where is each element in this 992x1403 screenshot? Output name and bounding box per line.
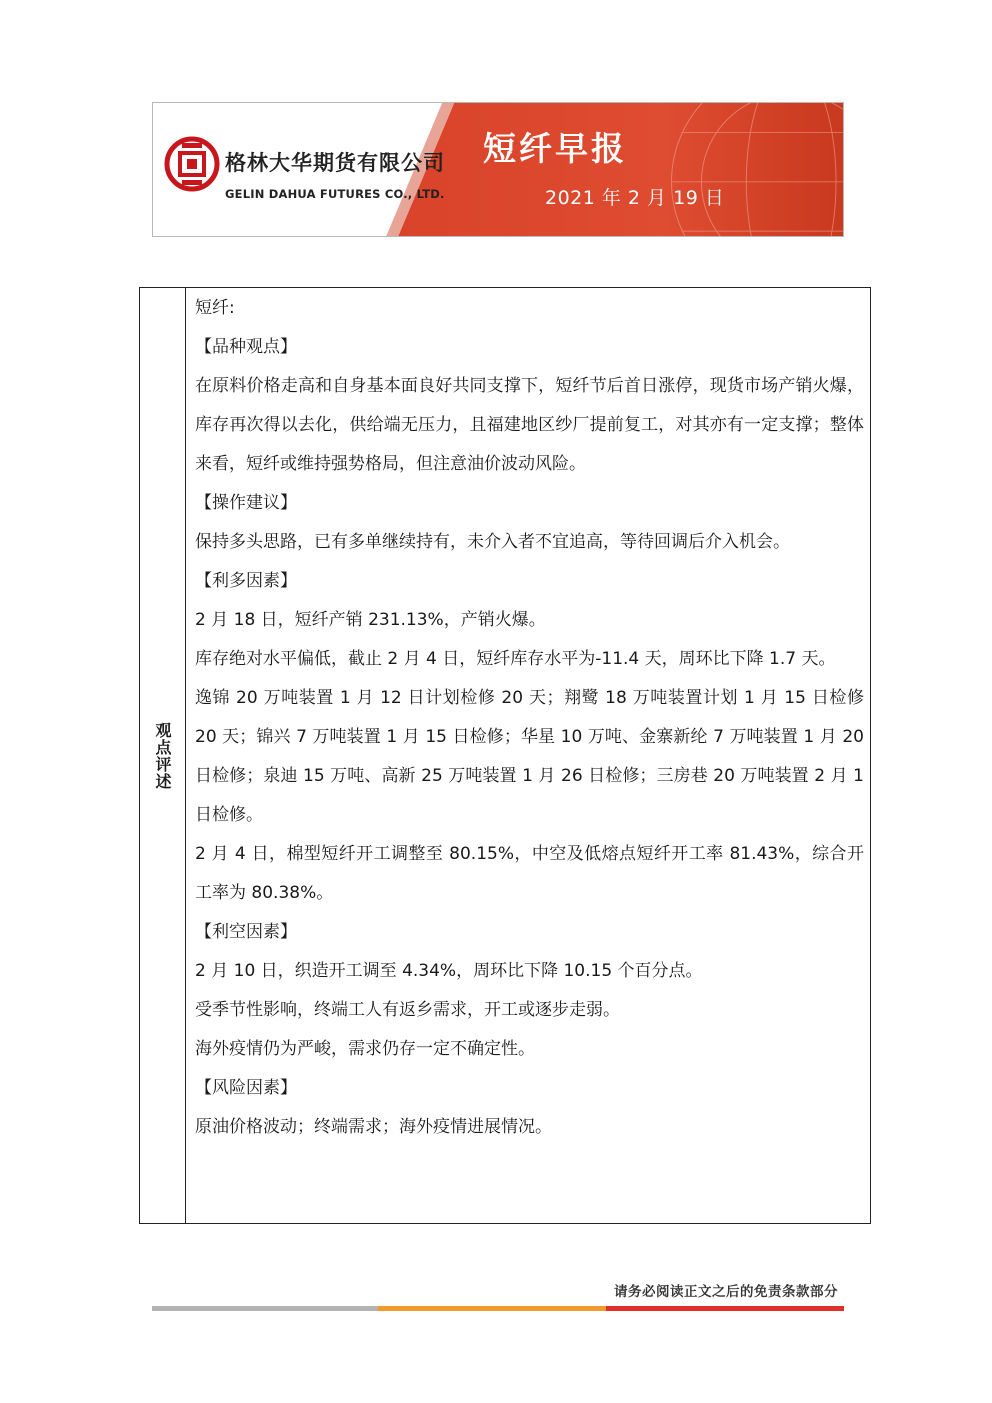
- bearish-item: 2 月 10 日，织造开工调至 4.34%，周环比下降 10.15 个百分点。: [195, 961, 703, 981]
- commentary-body: [195, 288, 864, 1223]
- company-name-cn: 格林大华期货有限公司: [225, 151, 445, 175]
- footer-bar-orange: [378, 1306, 606, 1311]
- report-date: 2021 年 2 月 19 日: [545, 187, 725, 209]
- advice-text: 保持多头思路，已有多单继续持有，未介入者不宜追高，等待回调后介入机会。: [195, 532, 790, 552]
- bullish-heading: 【 利多因素 】: [195, 562, 864, 601]
- side-label: 观点评述: [153, 721, 172, 790]
- bearish-heading: 【 利空因素 】: [195, 913, 864, 952]
- risk-heading: 【 风险因素 】: [195, 1069, 864, 1108]
- disclaimer-note: 请务必阅读正文之后的免责条款部分: [614, 1284, 838, 1300]
- report-title: 短纤早报: [483, 129, 627, 168]
- view-text: 在原料价格走高和自身基本面良好共同支撑下，短纤节后首日涨停，现货市场产销火爆，库存再次得以去化，供给端无压力，且福建地区纱厂提前复工，对其亦有一定支撑；整体来看，短纤或维持强势格局，但注意油价波动风险。: [195, 376, 864, 474]
- company-logo: [163, 135, 221, 193]
- bearish-item: 海外疫情仍为严峻，需求仍存一定不确定性。: [195, 1039, 535, 1059]
- risk-text: 原油价格波动；终端需求；海外疫情进展情况。: [195, 1117, 552, 1137]
- footer-bar-gray: [152, 1306, 378, 1311]
- bullish-item: 库存绝对水平偏低，截止 2 月 4 日，短纤库存水平为-11.4 天，周环比下降 1.7 天。: [195, 649, 836, 669]
- advice-heading: 【 操作建议 】: [195, 484, 864, 523]
- side-label-cell: [140, 288, 186, 1223]
- bullish-item: 2 月 18 日，短纤产销 231.13%，产销火爆。: [195, 610, 546, 630]
- bullish-item: 2 月 4 日，棉型短纤开工调整至 80.15%，中空及低熔点短纤开工率 81.43%，综合开工率为 80.38%。: [195, 844, 864, 903]
- bullish-item: 逸锦 20 万吨装置 1 月 12 日计划检修 20 天；翔鹭 18 万吨装置计划 1 月 15 日检修 20 天；锦兴 7 万吨装置 1 月 15 日检修；华星 10 万吨、金寨新纶 7 万吨装置 1 月 20 日检修；泉迪 15 万吨、高新 25 万吨装置 1 月 26 日检修；三房巷 20 万吨装置 2 月 1 日检修。: [195, 688, 864, 825]
- company-name-en: GELIN DAHUA FUTURES CO., LTD.: [225, 187, 445, 201]
- footer-bar-red: [606, 1306, 844, 1311]
- commentary-table: [139, 287, 871, 1224]
- view-heading: 【 品种观点 】: [195, 328, 864, 367]
- header-banner: [152, 102, 844, 237]
- intro-text: 短纤:: [195, 298, 235, 318]
- bearish-item: 受季节性影响，终端工人有返乡需求，开工或逐步走弱。: [195, 1000, 620, 1020]
